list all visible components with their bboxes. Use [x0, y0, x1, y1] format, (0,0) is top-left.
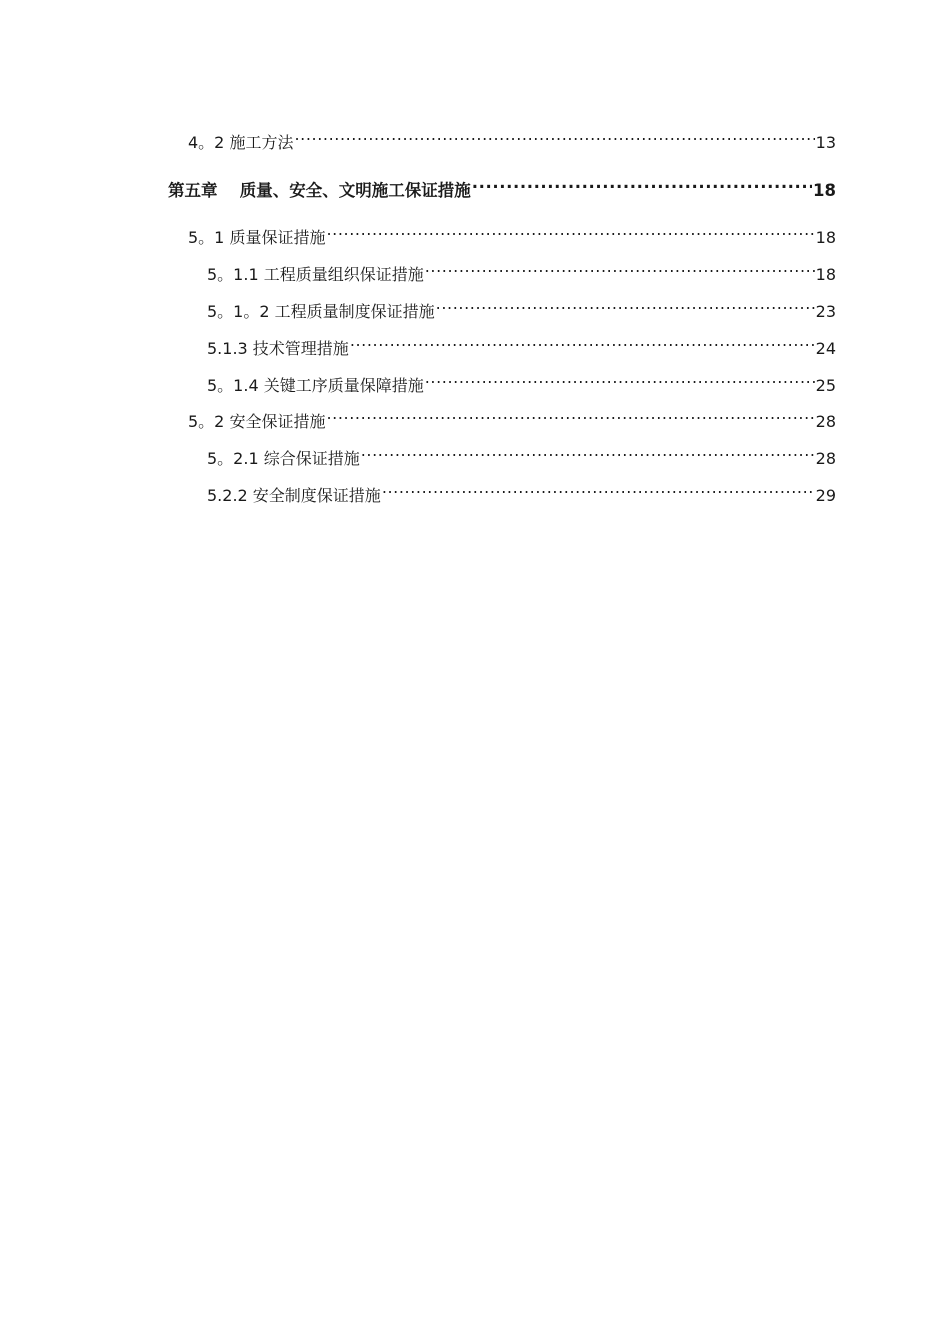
toc-dot-leader	[350, 328, 815, 354]
toc-entry-5-1-3[interactable]	[207, 328, 836, 358]
toc-dot-leader	[382, 475, 815, 501]
toc-entry-5-2[interactable]	[188, 401, 836, 431]
toc-entry-page: 18	[815, 265, 836, 284]
toc-dot-leader	[425, 365, 815, 391]
toc-entry-title: 5。2 安全保证措施	[188, 412, 326, 431]
toc-dot-leader	[436, 291, 815, 317]
toc-entry-title: 第五章 质量、安全、文明施工保证措施	[168, 181, 471, 200]
toc-entry-page: 23	[815, 302, 836, 321]
toc-entry-title: 5.2.2 安全制度保证措施	[207, 486, 381, 505]
toc-entry-5-1[interactable]	[188, 217, 836, 247]
toc-entry-page: 28	[815, 449, 836, 468]
toc-entry-title: 5。1.1 工程质量组织保证措施	[207, 265, 424, 284]
toc-entry-page: 29	[815, 486, 836, 505]
toc-entry-page: 18	[815, 228, 836, 247]
toc-entry-4-2[interactable]	[188, 122, 836, 152]
toc-entry-5-1-1[interactable]	[207, 254, 836, 284]
toc-entry-5-1-2[interactable]	[207, 291, 836, 321]
toc-entry-page: 24	[815, 339, 836, 358]
toc-dot-leader	[425, 254, 815, 280]
toc-entry-5-2-1[interactable]	[207, 438, 836, 468]
toc-dot-leader	[294, 122, 814, 148]
toc-dot-leader	[326, 217, 814, 243]
toc-entry-page: 18	[813, 181, 836, 200]
toc-entry-page: 28	[815, 412, 836, 431]
toc-entry-title: 5。1.4 关键工序质量保障措施	[207, 376, 424, 395]
toc-entry-title: 5。1 质量保证措施	[188, 228, 326, 247]
toc-dot-leader	[326, 401, 814, 427]
toc-entry-title: 5。1。2 工程质量制度保证措施	[207, 302, 435, 321]
toc-entry-title: 5.1.3 技术管理措施	[207, 339, 349, 358]
toc-entry-page: 13	[815, 133, 836, 152]
toc-entry-chapter-5[interactable]	[168, 170, 836, 200]
toc-entry-title: 4。2 施工方法	[188, 133, 294, 152]
toc-dot-leader	[472, 170, 812, 196]
toc-entry-5-1-4[interactable]	[207, 365, 836, 395]
toc-entry-5-2-2[interactable]	[207, 475, 836, 505]
toc-dot-leader	[361, 438, 815, 464]
toc-entry-page: 25	[815, 376, 836, 395]
toc-entry-title: 5。2.1 综合保证措施	[207, 449, 360, 468]
